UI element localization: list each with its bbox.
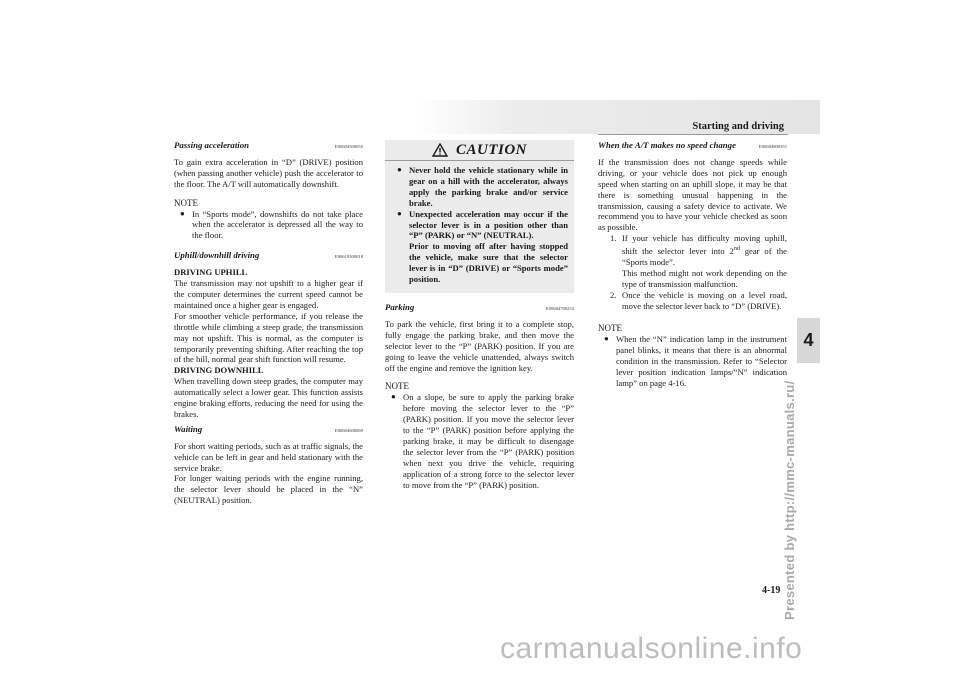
caution-box	[385, 140, 574, 293]
section-code: E00610500018	[334, 254, 363, 260]
note-label: NOTE	[385, 381, 409, 392]
paragraph-downhill: When travelling down steep grades, the computer may automatically select a lower gear. This function assists engine braking efforts, reducing the need for using the brakes.	[174, 376, 363, 419]
footer-watermark: carmanualsonline.info	[500, 632, 803, 665]
running-header-title: Starting and driving	[692, 121, 784, 132]
paragraph-waiting-1: For short waiting periods, such as at traffic signals, the vehicle can be left in gear and held stationary with the service brake.	[174, 440, 363, 473]
subheading-downhill: DRIVING DOWNHILL	[174, 365, 264, 376]
paragraph-uphill-2: For smoother vehicle performance, if you release the throttle while climbing a steep grade, the transmission may not upshift. This is normal, as the computer is temporarily preventing shifting. After reaching the top of the hill, normal gear shift function will resume.	[174, 310, 363, 365]
column-right	[598, 140, 787, 389]
note-text: In “Sports mode”, downshifts do not take place when the accelerator is depressed all the way to the floor.	[192, 208, 363, 241]
bullet-icon: ●	[397, 208, 402, 218]
note-label: NOTE	[174, 197, 198, 208]
section-title-uphill	[174, 250, 363, 263]
subheading-uphill: DRIVING UPHILL	[174, 267, 248, 278]
step-number: 2.	[610, 289, 617, 300]
side-watermark: Presented by http://mmc-manuals.ru/	[782, 380, 797, 620]
section-code: E00604600069	[334, 427, 363, 433]
numbered-step	[610, 233, 787, 289]
section-code: E00604800351	[758, 144, 787, 149]
section-code: E00604700233	[545, 305, 574, 311]
bullet-icon: ●	[180, 208, 185, 218]
column-middle	[385, 140, 574, 490]
paragraph-passing: To gain extra acceleration in “D” (DRIVE) position (when passing another vehicle) push the accelerator to the floor. The A/T will automatically downshift.	[174, 156, 363, 189]
section-title-parking	[385, 302, 574, 315]
caution-item	[397, 165, 568, 209]
paragraph-parking: To park the vehicle, first bring it to a complete stop, fully engage the parking brake, and then move the selector lever to the “P” (PARK) position. If you are going to leave the vehicle unattended, always switch off the engine and remove the ignition key.	[385, 318, 574, 373]
note-text: On a slope, be sure to apply the parking brake before moving the selector lever to the “P” (PARK) position. If you move the selector lever to the “P” (PARK) position before applying the parking brake, it may be difficult to disengage the selector lever from the “P” (PARK) position when next you drive the vehicle, requiring application of a strong force to the selector lever to move from the “P” (PARK) position.	[403, 392, 574, 490]
bullet-icon: ●	[397, 165, 402, 174]
caution-header	[385, 143, 574, 161]
section-title-text: Waiting	[174, 423, 203, 434]
section-title-passing	[174, 140, 363, 153]
caution-text	[409, 209, 568, 285]
paragraph-no-speed-change: If the transmission does not change speeds while driving, or your vehicle does not pick up enough speed when starting on an uphill slope, it may be that there is something unusual happening in the transmission, causing a safety device to activate. We recommend you to have your vehicle checked as soon as possible.	[598, 156, 787, 233]
step-text-pre: If your vehicle has difficulty moving uphill, shift the selector lever into 2	[622, 233, 787, 257]
caution-text: Never hold the vehicle stationary while in gear on a hill with the accelerator, always apply the parking brake and/or service brake.	[409, 165, 568, 208]
numbered-step	[610, 290, 787, 312]
caution-title: CAUTION	[455, 141, 527, 158]
page-number: 4-19	[762, 585, 781, 596]
note-bullet-item	[180, 209, 363, 242]
note-label: NOTE	[598, 323, 622, 334]
header-rule	[598, 134, 788, 135]
step-number: 1.	[610, 233, 617, 244]
caution-text-a: Unexpected acceleration may occur if the selector lever is in a position other than “P” (PARK) or “N” (NEUTRAL).	[409, 208, 568, 241]
section-title-text: Parking	[385, 301, 415, 312]
caution-text-b: Prior to moving off after having stopped the vehicle, make sure that the selector lever is in “D” (DRIVE) or “Sports mode” position.	[409, 241, 568, 285]
chapter-tab: 4	[797, 318, 820, 363]
note-text: When the “N” indication lamp in the instrument panel blinks, it means that there is an abnormal condition in the transmission. Refer to “Selector lever position indication lamps/“N” indication lamp” on page 4-16.	[616, 334, 787, 388]
section-title-text: When the A/T makes no speed change	[598, 140, 736, 150]
step-text	[622, 233, 787, 289]
paragraph-uphill-1: The transmission may not upshift to a higher gear if the computer determines the current speed cannot be maintained once a higher gear is engaged.	[174, 278, 363, 310]
bullet-icon: ●	[391, 392, 396, 402]
paragraph-waiting-2: For longer waiting periods with the engine running, the selector lever should be placed in the “N” (NEUTRAL) position.	[174, 473, 363, 506]
step-text-sup: nd	[733, 246, 740, 253]
section-title-waiting	[174, 424, 363, 437]
section-code: E00604500055	[334, 144, 363, 149]
step-text-extra: This method might not work depending on the type of transmission malfunction.	[622, 267, 787, 289]
warning-triangle-icon	[432, 143, 448, 157]
section-title-no-speed-change	[598, 140, 787, 153]
bullet-icon: ●	[604, 334, 609, 344]
step-text-post: gear of the “Sports mode”.	[622, 246, 787, 267]
column-left	[174, 140, 363, 506]
section-title-text: Passing acceleration	[174, 140, 250, 150]
note-bullet-item	[604, 334, 787, 389]
section-title-text: Uphill/downhill driving	[174, 250, 260, 261]
caution-item	[397, 209, 568, 285]
note-bullet-item	[391, 392, 574, 490]
step-text: Once the vehicle is moving on a level road, move the selector lever back to “D” (DRIVE).	[622, 289, 787, 311]
